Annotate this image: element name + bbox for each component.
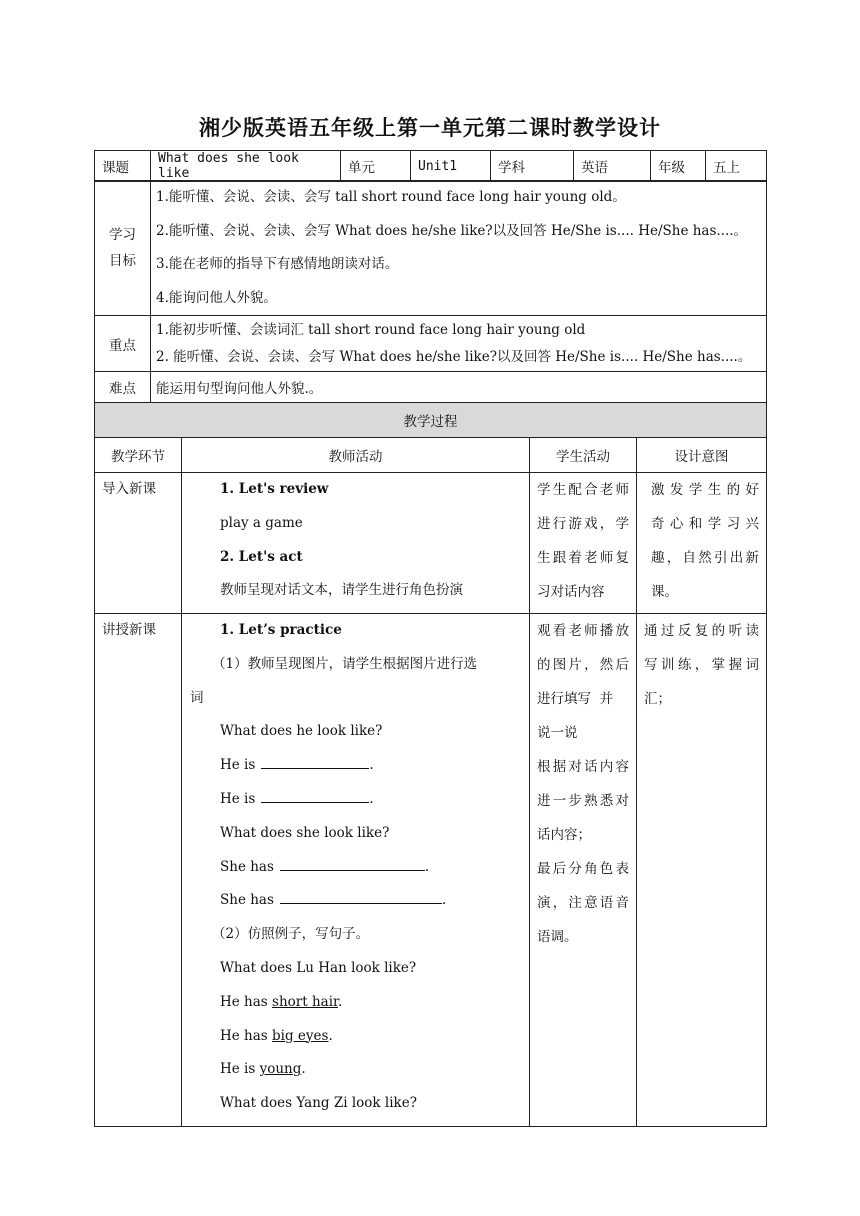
new-heading-1: 1. Let’s practice [220, 622, 342, 638]
key-points-row [95, 316, 767, 372]
stage-new: 讲授新课 [95, 614, 182, 1127]
goals-row [95, 181, 767, 316]
info-table [94, 150, 767, 182]
intent-intro: 激发学生的好 奇心和学习兴 趣，自然引出新 课。 [637, 473, 767, 614]
intro-heading-2: 2. Let's act [220, 548, 303, 565]
new-he-is-2: He is . [182, 783, 522, 817]
unit-value: Unit1 [411, 151, 491, 182]
new-q4: What does Yang Zi look like? [220, 1095, 417, 1112]
new-example-2: He has big eyes. [220, 1027, 333, 1044]
difficulty-row [95, 372, 767, 403]
new-para-1b: 词 [190, 689, 204, 706]
answer-blank[interactable] [280, 889, 442, 904]
lesson-table [94, 180, 767, 1127]
process-header: 教学过程 [95, 403, 767, 438]
key-point-item: 1.能初步听懂、会读词汇 tall short round face long hair young old [156, 321, 586, 338]
stage-intro: 导入新课 [95, 473, 182, 614]
col-student: 学生活动 [530, 438, 637, 473]
new-example-3: He is young. [220, 1061, 306, 1078]
goals-label: 学习 目标 [95, 181, 151, 316]
goal-item: 2.能听懂、会说、会读、会写 What does he/she like?以及回答 He/She is.... He/She has....。 [156, 222, 748, 239]
intro-line-2: 教师呈现对话文本，请学生进行角色扮演 [220, 582, 463, 599]
intent-new: 通过反复的听读 写训练，掌握词 汇； [637, 614, 767, 1127]
topic-label: 课题 [95, 151, 151, 182]
student-new: 观看老师播放 的图片，然后 进行填写 并 说一说 根据对话内容 进一步熟悉对 话内容； 最后分角色表 演，注意语音 语调。 [530, 614, 637, 1127]
unit-label: 单元 [341, 151, 411, 182]
page-title: 湘少版英语五年级上第一单元第二课时教学设计 [199, 115, 661, 140]
new-para-1a: （1）教师呈现图片，请学生根据图片进行选 [212, 655, 478, 672]
intro-heading-1: 1. Let's review [220, 481, 329, 497]
intro-line-1: play a game [220, 514, 303, 531]
new-he-is-1: He is . [182, 749, 522, 783]
difficulty-text: 能运用句型询问他人外貌.。 [151, 372, 767, 403]
new-para-2: （2）仿照例子，写句子。 [212, 926, 370, 943]
teacher-new [182, 614, 530, 1127]
answer-blank[interactable] [261, 754, 369, 769]
new-q1: What does he look like? [220, 723, 383, 740]
new-q2: What does she look like? [220, 824, 390, 841]
key-point-item: 2. 能听懂、会说、会读、会写 What does he/she like?以及回答 He/She is.... He/She has....。 [156, 348, 752, 365]
col-intent: 设计意图 [637, 438, 767, 473]
student-intro: 学生配合老师 进行游戏，学 生跟着老师复 习对话内容 [530, 473, 637, 614]
goals-content [151, 181, 767, 316]
new-she-has-1: She has . [182, 851, 522, 885]
col-stage: 教学环节 [95, 438, 182, 473]
key-points-content [151, 316, 767, 372]
process-row-intro [95, 473, 767, 614]
goal-item: 1.能听懂、会说、会读、会写 tall short round face long hair young old。 [156, 189, 626, 205]
key-points-label: 重点 [95, 316, 151, 372]
process-row-new [95, 614, 767, 1127]
answer-blank[interactable] [261, 788, 369, 803]
answer-blank[interactable] [280, 856, 425, 871]
goal-item: 3.能在老师的指导下有感情地朗读对话。 [156, 256, 399, 272]
grade-label: 年级 [651, 151, 706, 182]
process-col-headers [95, 438, 767, 473]
teacher-intro [182, 473, 530, 614]
new-example-1: He has short hair. [220, 993, 343, 1010]
subject-value: 英语 [574, 151, 651, 182]
col-teacher: 教师活动 [182, 438, 530, 473]
topic-value: What does she look like [151, 151, 341, 182]
goal-item: 4.能询问他人外貌。 [156, 289, 277, 306]
new-she-has-2: She has . [182, 884, 522, 918]
subject-label: 学科 [491, 151, 574, 182]
grade-value: 五上 [706, 151, 767, 182]
difficulty-label: 难点 [95, 372, 151, 403]
new-q3: What does Lu Han look like? [220, 959, 417, 976]
